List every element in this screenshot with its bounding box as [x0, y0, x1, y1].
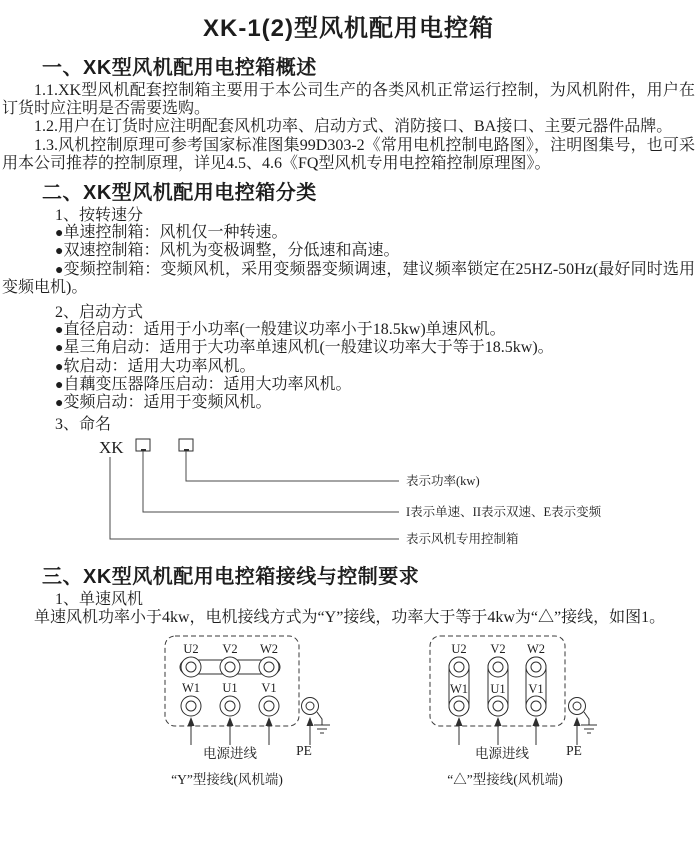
terminal-hole [493, 701, 503, 711]
terminal-label-v2: V2 [222, 641, 238, 656]
paragraph-1-1: 1.1.XK型风机配套控制箱主要用于本公司生产的各类风机正常运行控制，为风机附件，用户在订货时应注明是否需要选购。 [2, 82, 695, 118]
ground-icon [314, 712, 330, 733]
arrow-head-icon [188, 717, 195, 726]
naming-subheading: 3、命名 [55, 416, 112, 434]
naming-diagram [2, 433, 700, 557]
terminal-label-u2: U2 [451, 641, 467, 656]
terminal-label-u1: U1 [222, 680, 238, 695]
arrow-head-icon [495, 717, 502, 726]
naming-code-prefix: XK [99, 438, 124, 458]
wiring-diagrams [2, 627, 700, 799]
arrow-head-icon [574, 717, 581, 726]
bullet-text: 变频控制箱：变频风机，采用变频器变频调速，建议频率锁定在25HZ-50Hz(最好同时选用变频电机)。 [2, 260, 695, 296]
single-speed-subheading: 1、单速风机 [55, 591, 144, 609]
bullet-text: 双速控制箱：风机为变极调整，分低速和高速。 [63, 242, 400, 260]
bullet-icon: ● [55, 262, 64, 278]
terminal-label-u2: U2 [183, 641, 199, 656]
bullet-text: 星三角启动：适用于大功率单速风机(一般建议功率大于等于18.5kw)。 [63, 339, 554, 357]
arrow-head-icon [307, 717, 314, 726]
arrow-head-icon [533, 717, 540, 726]
terminal-hole [531, 662, 541, 672]
bullet-text: 软启动：适用大功率风机。 [63, 357, 256, 375]
speed-subheading: 1、按转速分 [55, 207, 144, 225]
terminal-label-w1: W1 [181, 680, 201, 695]
arrow-head-icon [227, 717, 234, 726]
page-title: XK-1(2)型风机配用电控箱 [202, 15, 494, 42]
bullet-text: 自藕变压器降压启动：适用大功率风机。 [63, 375, 352, 393]
pe-label: PE [296, 742, 312, 758]
naming-label-speed: I表示单速、II表示双速、E表示变频 [406, 505, 602, 520]
pe-terminal-hole [306, 702, 314, 710]
bullet-icon: ● [55, 323, 64, 339]
terminal-label-u1: U1 [490, 681, 506, 696]
section3-heading: 三、XK型风机配用电控箱接线与控制要求 [42, 566, 420, 589]
delta-wiring-diagram [430, 636, 597, 787]
y-wiring-diagram [165, 636, 330, 787]
delta-diagram-caption: “△”型接线(风机端) [447, 771, 563, 787]
bullet-text: 变频启动：适用于变频风机。 [63, 394, 272, 412]
naming-box-foot [141, 449, 146, 451]
bullet-item-start-4 [2, 376, 695, 394]
bullet-item-speed-1 [2, 224, 695, 242]
naming-box-foot [184, 449, 189, 451]
arrow-head-icon [266, 717, 273, 726]
bullet-item-start-3 [2, 358, 695, 376]
paragraph-3-1: 单速风机功率小于4kw，电机接线方式为“Y”接线，功率大于等于4kw为“△”接线，如图1。 [34, 608, 666, 626]
terminal-label-w2: W2 [526, 641, 546, 656]
terminal-label-v2: V2 [490, 641, 506, 656]
naming-code [99, 438, 193, 457]
naming-leader-power [186, 451, 399, 481]
naming-leader-box [110, 457, 399, 539]
bullet-icon: ● [55, 341, 64, 357]
terminal-hole [454, 701, 464, 711]
section1-heading: 一、XK型风机配用电控箱概述 [42, 57, 317, 79]
terminal-label-v1: V1 [528, 681, 544, 696]
terminal-hole [531, 701, 541, 711]
terminal-hole [454, 662, 464, 672]
bullet-item-start-2 [2, 339, 695, 357]
start-subheading: 2、启动方式 [55, 304, 144, 322]
terminal-hole [264, 662, 274, 672]
bullet-text: 单速控制箱：风机仅一种转速。 [63, 224, 288, 242]
pe-terminal-hole [573, 702, 581, 710]
paragraph-1-3: 1.3.风机控制原理可参考国家标准图集99D303-2《常用电机控制电路图》，注明图集号，也可采用本公司推荐的控制原理，详见4.5、4.6《FQ型风机专用电控箱控制原理图》。 [2, 136, 695, 172]
pe-label: PE [566, 742, 582, 758]
terminal-label-w2: W2 [259, 641, 279, 656]
bullet-item-start-5 [2, 394, 695, 412]
bullet-item-speed-2 [2, 242, 695, 260]
paragraph-1-2: 1.2.用户在订货时应注明配套风机功率、启动方式、消防接口、BA接口、主要元器件品牌。 [34, 118, 673, 136]
arrow-head-icon [456, 717, 463, 726]
bullet-item-start-1 [2, 321, 695, 339]
terminal-hole [225, 662, 235, 672]
naming-label-box: 表示风机专用控制箱 [406, 532, 519, 547]
terminal-hole [225, 701, 235, 711]
bullet-item-speed-3 [2, 261, 695, 296]
terminal-hole [186, 662, 196, 672]
power-incoming-label: 电源进线 [475, 745, 529, 761]
section2-heading: 二、XK型风机配用电控箱分类 [42, 182, 317, 205]
terminal-label-v1: V1 [261, 680, 277, 695]
power-incoming-label: 电源进线 [203, 745, 257, 761]
bullet-icon: ● [55, 359, 64, 375]
terminal-hole [186, 701, 196, 711]
bullet-icon: ● [55, 396, 64, 412]
bullet-text: 直径启动：适用于小功率(一般建议功率小于18.5kw)单速风机。 [63, 321, 506, 339]
terminal-hole [493, 662, 503, 672]
bullet-icon: ● [55, 226, 64, 242]
bullet-icon: ● [55, 377, 64, 393]
terminal-label-w1: W1 [449, 681, 469, 696]
terminal-hole [264, 701, 274, 711]
y-diagram-caption: “Y”型接线(风机端) [171, 771, 283, 787]
ground-icon [581, 712, 597, 733]
bullet-icon: ● [55, 244, 64, 260]
naming-label-power: 表示功率(kw) [406, 474, 480, 489]
